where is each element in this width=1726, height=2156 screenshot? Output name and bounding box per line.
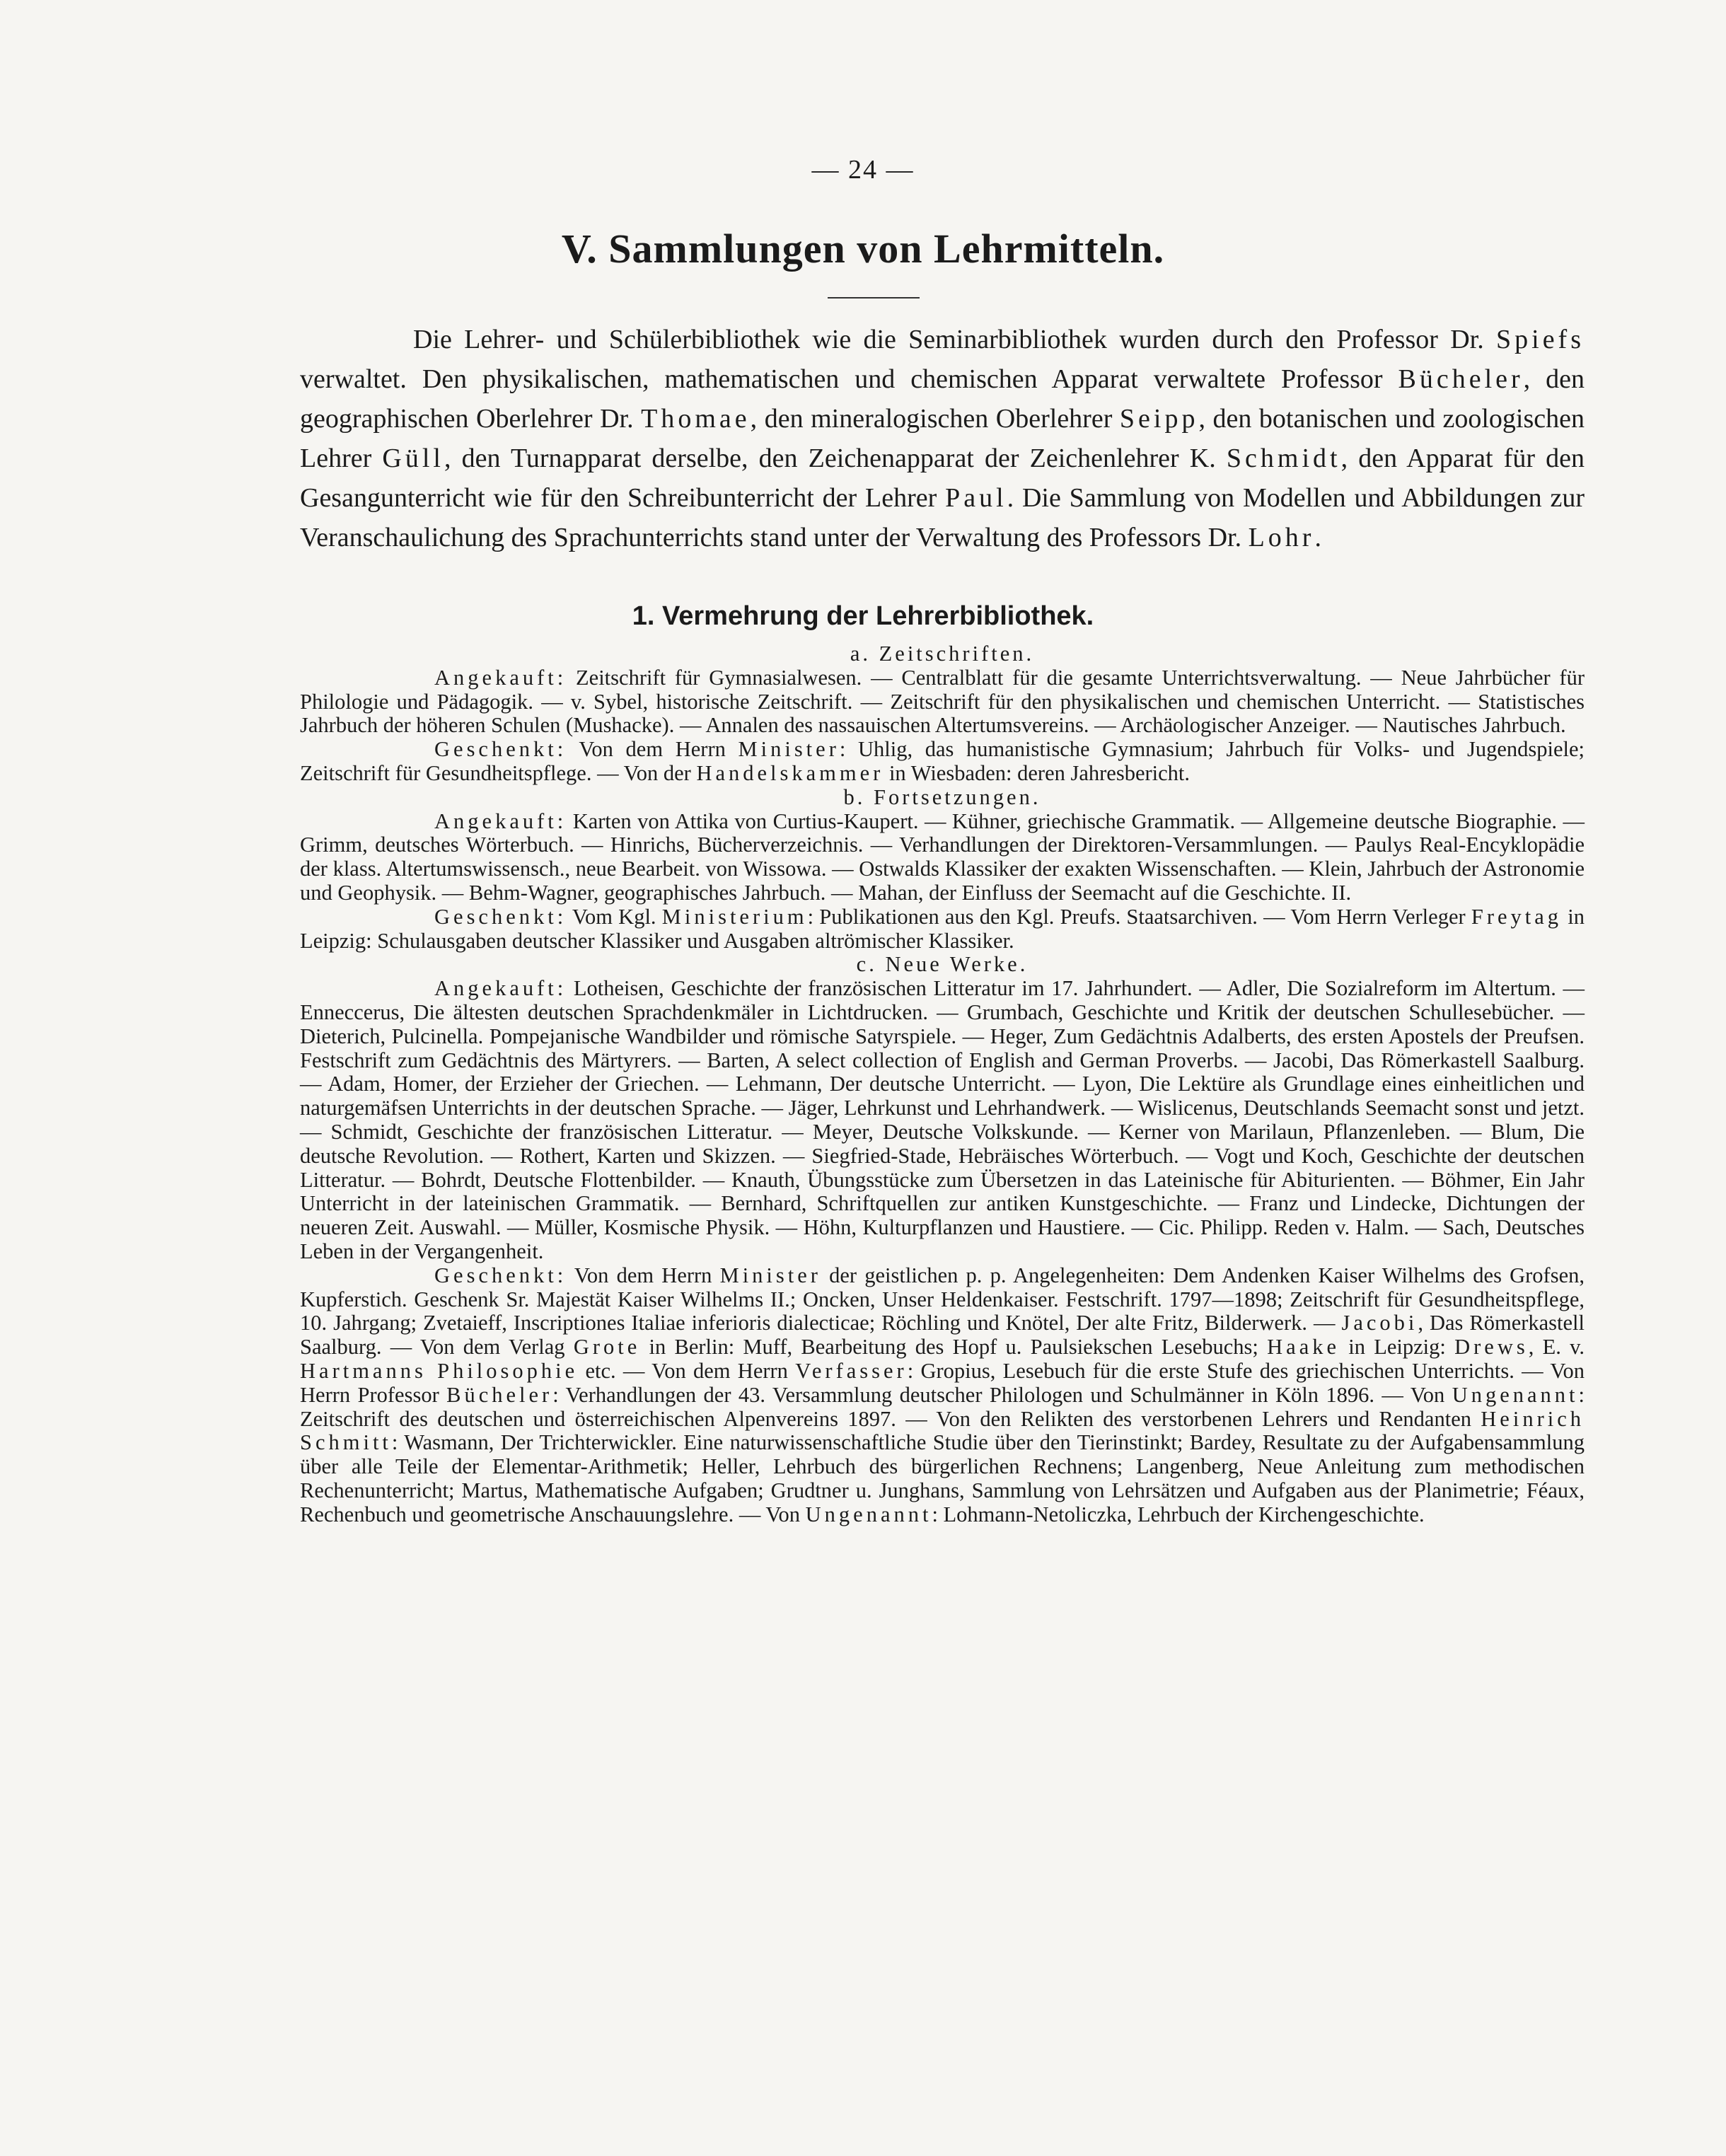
- b-purchased-paragraph: [300, 810, 1585, 905]
- intro-text-part: , den botanischen und zoologischen Lehrer: [300, 404, 1585, 473]
- person-name: Bücheler: [1398, 364, 1524, 394]
- entry-text: , Das Römerkastell Saalburg. — Von dem Verlag: [300, 1311, 1585, 1360]
- intro-text-part: , den mineralogischen Oberlehrer: [750, 404, 1120, 434]
- entry-text: Karten von Attika von Curtius-Kaupert. — Kühner, griechische Grammatik. — Allgemeine deutsche Biographie. — Grimm, deutsches Wörterbuch. — Hinrichs, Bücherverzeichnis. — Verhandlungen der Direktoren-Versammlungen. — Paulys Real-Encyklopädie der klass. Altertumswissensch., neue Bearbeit. von Wissowa. — Ostwalds Klassiker der exakten Wissenschaften. — Klein, Jahrbuch der Astronomie und Geophysik. — Behm-Wagner, geographisches Jahrbuch. — Mahan, der Einfluss der Seemacht auf die Geschichte. II.: [300, 808, 1585, 905]
- donor-name: Ministerium: [661, 904, 808, 929]
- donor-name: Verfasser: [795, 1358, 908, 1383]
- person-name: Thomae: [641, 404, 751, 434]
- section-title: 1. Vermehrung der Lehrerbibliothek.: [632, 601, 1094, 631]
- entry-text: Lotheisen, Geschichte der französischen Litteratur im 17. Jahrhundert. — Adler, Die Sozialreform im Altertum. — Enneccerus, Die ältesten deutschen Sprachdenkmäler in Lichtdrucken. — Grumbach, Geschichte und Kritik der deutschen Schullesebücher. — Dieterich, Pulcinella. Pompejanische Wandbilder und römische Satyrspiele. — Heger, Zum Gedächtnis Adalberts, des ersten Apostels der Preufsen. Festschrift zum Gedächtnis des Märtyrers. — Barten, A select collection of English and German Proverbs. — Jacobi, Das Römerkastell Saalburg. — Adam, Homer, der Erzieher der Griechen. — Lehmann, Der deutsche Unterricht. — Lyon, Die Lektüre als Grundlage eines einheitlichen und naturgemäfsen Unterrichts in der deutschen Sprache. — Jäger, Lehrkunst und Lehrhandwerk. — Wislicenus, Deutschlands Seemacht sonst und jetzt. — Schmidt, Geschichte der französischen Litteratur. — Meyer, Deutsche Volkskunde. — Kerner von Marilaun, Pflanzenleben. — Blum, Die deutsche Revolution. — Rothert, Karten und Skizzen. — Siegfried-Stade, Hebräisches Wörterbuch. — Vogt und Koch, Geschichte der deutschen Litteratur. — Bohrdt, Deutsche Flottenbilder. — Knauth, Übungsstücke zum Übersetzen in das Lateinische für Abiturienten. — Böhmer, Ein Jahr Unterricht in der lateinischen Grammatik. — Bernhard, Schriftquellen zur antiken Kunstgeschichte. — Franz und Lindecke, Dichtungen der neueren Zeit. Auswahl. — Müller, Kosmische Physik. — Höhn, Kulturpflanzen und Haustiere. — Cic. Philipp. Reden v. Halm. — Sach, Deutsches Leben in der Vergangenheit.: [300, 976, 1585, 1263]
- c-purchased-paragraph: [300, 977, 1585, 1264]
- intro-text-part: . Die Sammlung von Modellen und Abbildungen zur Veranschaulichung des Sprachunterrichts stand unter der Verwaltung des Professors Dr.: [300, 483, 1585, 552]
- intro-text-part: , den geographischen Oberlehrer Dr.: [300, 364, 1585, 434]
- donor-name: Minister: [738, 737, 840, 762]
- entry-text: in Berlin: Muff, Bearbeitung des Hopf u. Paulsiekschen Lesebuchs;: [640, 1335, 1268, 1360]
- entry-text: : Gropius, Lesebuch für die erste Stufe des griechischen Unterrichts. — Von Herrn Professor: [300, 1358, 1585, 1407]
- intro-text: [300, 320, 1585, 557]
- entry-text: Von dem Herrn: [567, 1263, 720, 1287]
- entry-label: Angekauft:: [434, 808, 567, 833]
- b-donated-paragraph: [300, 905, 1585, 954]
- entry-text: : Lohmann-Netoliczka, Lehrbuch der Kirchengeschichte.: [932, 1502, 1425, 1526]
- entry-label: Geschenkt:: [434, 904, 567, 929]
- title-divider: [828, 297, 920, 299]
- person-name: Seipp: [1119, 404, 1199, 434]
- person-name: Spiefs: [1496, 325, 1585, 354]
- entry-text: Vom Kgl.: [567, 904, 662, 929]
- entry-text: , E. v.: [1528, 1335, 1585, 1360]
- entry-text: : Publikationen aus den Kgl. Preufs. Staatsarchiven. — Vom Herrn Verleger: [807, 904, 1471, 929]
- entry-text: etc. — Von dem Herrn: [578, 1358, 796, 1383]
- donor-name: Haake: [1267, 1335, 1340, 1360]
- intro-text-part: , den Apparat für den Gesangunterricht wie für den Schreibunterricht der Lehrer: [300, 444, 1585, 513]
- donor-name: Heinrich Schmitt: [300, 1406, 1585, 1455]
- person-name: Güll: [382, 444, 444, 473]
- intro-text-part: verwaltet. Den physikalischen, mathematischen und chemischen Apparat verwaltete Professor: [300, 364, 1398, 394]
- donor-name: Minister: [719, 1263, 821, 1287]
- donor-name: Ungenannt: [1452, 1382, 1579, 1407]
- donor-name: Drews: [1454, 1335, 1529, 1360]
- intro-text-part: Die Lehrer- und Schülerbibliothek wie die Seminarbibliothek wurden durch den Professor Dr.: [413, 325, 1496, 354]
- a-purchased-paragraph: [300, 666, 1585, 738]
- page-number: — 24 —: [811, 155, 915, 185]
- entry-label: Geschenkt:: [434, 1263, 567, 1287]
- entry-text: : Wasmann, Der Trichterwickler. Eine naturwissenschaftliche Studie über den Tierinstinkt; Bardey, Resultate zu der Aufgabensammlung über alle Teile der Elementar-Arithmetik; Heller, Lehrbuch des bürgerlichen Rechnens; Langenberg, Neue Anleitung zum methodischen Rechenunterricht; Martus, Mathematische Aufgaben; Grudtner u. Junghans, Sammlung von Lehrsätzen und Aufgaben aus der Planimetrie; Féaux, Rechenbuch und geometrische Anschauungslehre. — Von: [300, 1430, 1585, 1526]
- subsection-heading-b: b. Fortsetzungen.: [843, 784, 1041, 809]
- donor-name: Grote: [573, 1335, 641, 1360]
- donor-name: Hartmanns Philosophie: [300, 1358, 579, 1383]
- entry-text: Von dem Herrn: [567, 737, 739, 762]
- subsection-heading-c: c. Neue Werke.: [856, 952, 1029, 977]
- a-donated-paragraph: [300, 738, 1585, 786]
- entry-text: : Uhlig, das humanistische Gymnasium; Jahrbuch für Volks- und Jugendspiele; Zeitschrift für Gesundheitspflege. — Von der: [300, 737, 1585, 785]
- intro-paragraph: [300, 320, 1585, 557]
- person-name: Schmidt: [1226, 444, 1341, 473]
- donor-name: Ungenannt: [805, 1502, 932, 1526]
- donor-name: Jacobi: [1341, 1311, 1418, 1335]
- donor-name: Handelskammer: [696, 760, 884, 785]
- entry-label: Angekauft:: [434, 665, 567, 690]
- section-body: [300, 642, 1585, 1526]
- person-name: Paul: [945, 483, 1007, 513]
- chapter-title: V. Sammlungen von Lehrmitteln.: [561, 226, 1165, 272]
- entry-text: in Leipzig: Schulausgaben deutscher Klassiker und Ausgaben altrömischer Klassiker.: [300, 904, 1585, 953]
- intro-text-part: , den Turnapparat derselbe, den Zeichenapparat der Zeichenlehrer K.: [444, 444, 1227, 473]
- entry-label: Angekauft:: [434, 976, 567, 1001]
- person-name: Lohr: [1248, 523, 1315, 552]
- subsection-heading-a: a. Zeitschriften.: [850, 642, 1035, 666]
- entry-text: : Zeitschrift des deutschen und österreichischen Alpenvereins 1897. — Von den Relikten des verstorbenen Lehrers und Rendanten: [300, 1382, 1585, 1431]
- donor-name: Bücheler: [446, 1382, 553, 1407]
- entry-text: in Leipzig:: [1340, 1335, 1455, 1360]
- entry-text: in Wiesbaden: deren Jahresbericht.: [884, 760, 1191, 785]
- intro-text-part: .: [1314, 523, 1321, 552]
- c-donated-paragraph: [300, 1264, 1585, 1527]
- entry-text: der geistlichen p. p. Angelegenheiten: Dem Andenken Kaiser Wilhelms des Grofsen, Kupferstich. Geschenk Sr. Majestät Kaiser Wilhelms II.; Oncken, Unser Heldenkaiser. Festschrift. 1797—1898; Zeitschrift für Gesundheitspflege, 10. Jahrgang; Zvetaieff, Inscriptiones Italiae inferioris dialecticae; Röchling und Knötel, Der alte Fritz, Bilderwerk. —: [300, 1263, 1585, 1335]
- entry-text: Zeitschrift für Gymnasialwesen. — Centralblatt für die gesamte Unterrichtsverwaltung. — Neue Jahrbücher für Philologie und Pädagogik. — v. Sybel, historische Zeitschrift. — Zeitschrift für den physikalischen und chemischen Unterricht. — Statistisches Jahrbuch der höheren Schulen (Mushacke). — Annalen des nassauischen Altertumsvereins. — Archäologischer Anzeiger. — Nautisches Jahrbuch.: [300, 665, 1585, 738]
- donor-name: Freytag: [1471, 904, 1563, 929]
- entry-label: Geschenkt:: [434, 737, 567, 762]
- entry-text: : Verhandlungen der 43. Versammlung deutscher Philologen und Schulmänner in Köln 1896. — Von: [552, 1382, 1452, 1407]
